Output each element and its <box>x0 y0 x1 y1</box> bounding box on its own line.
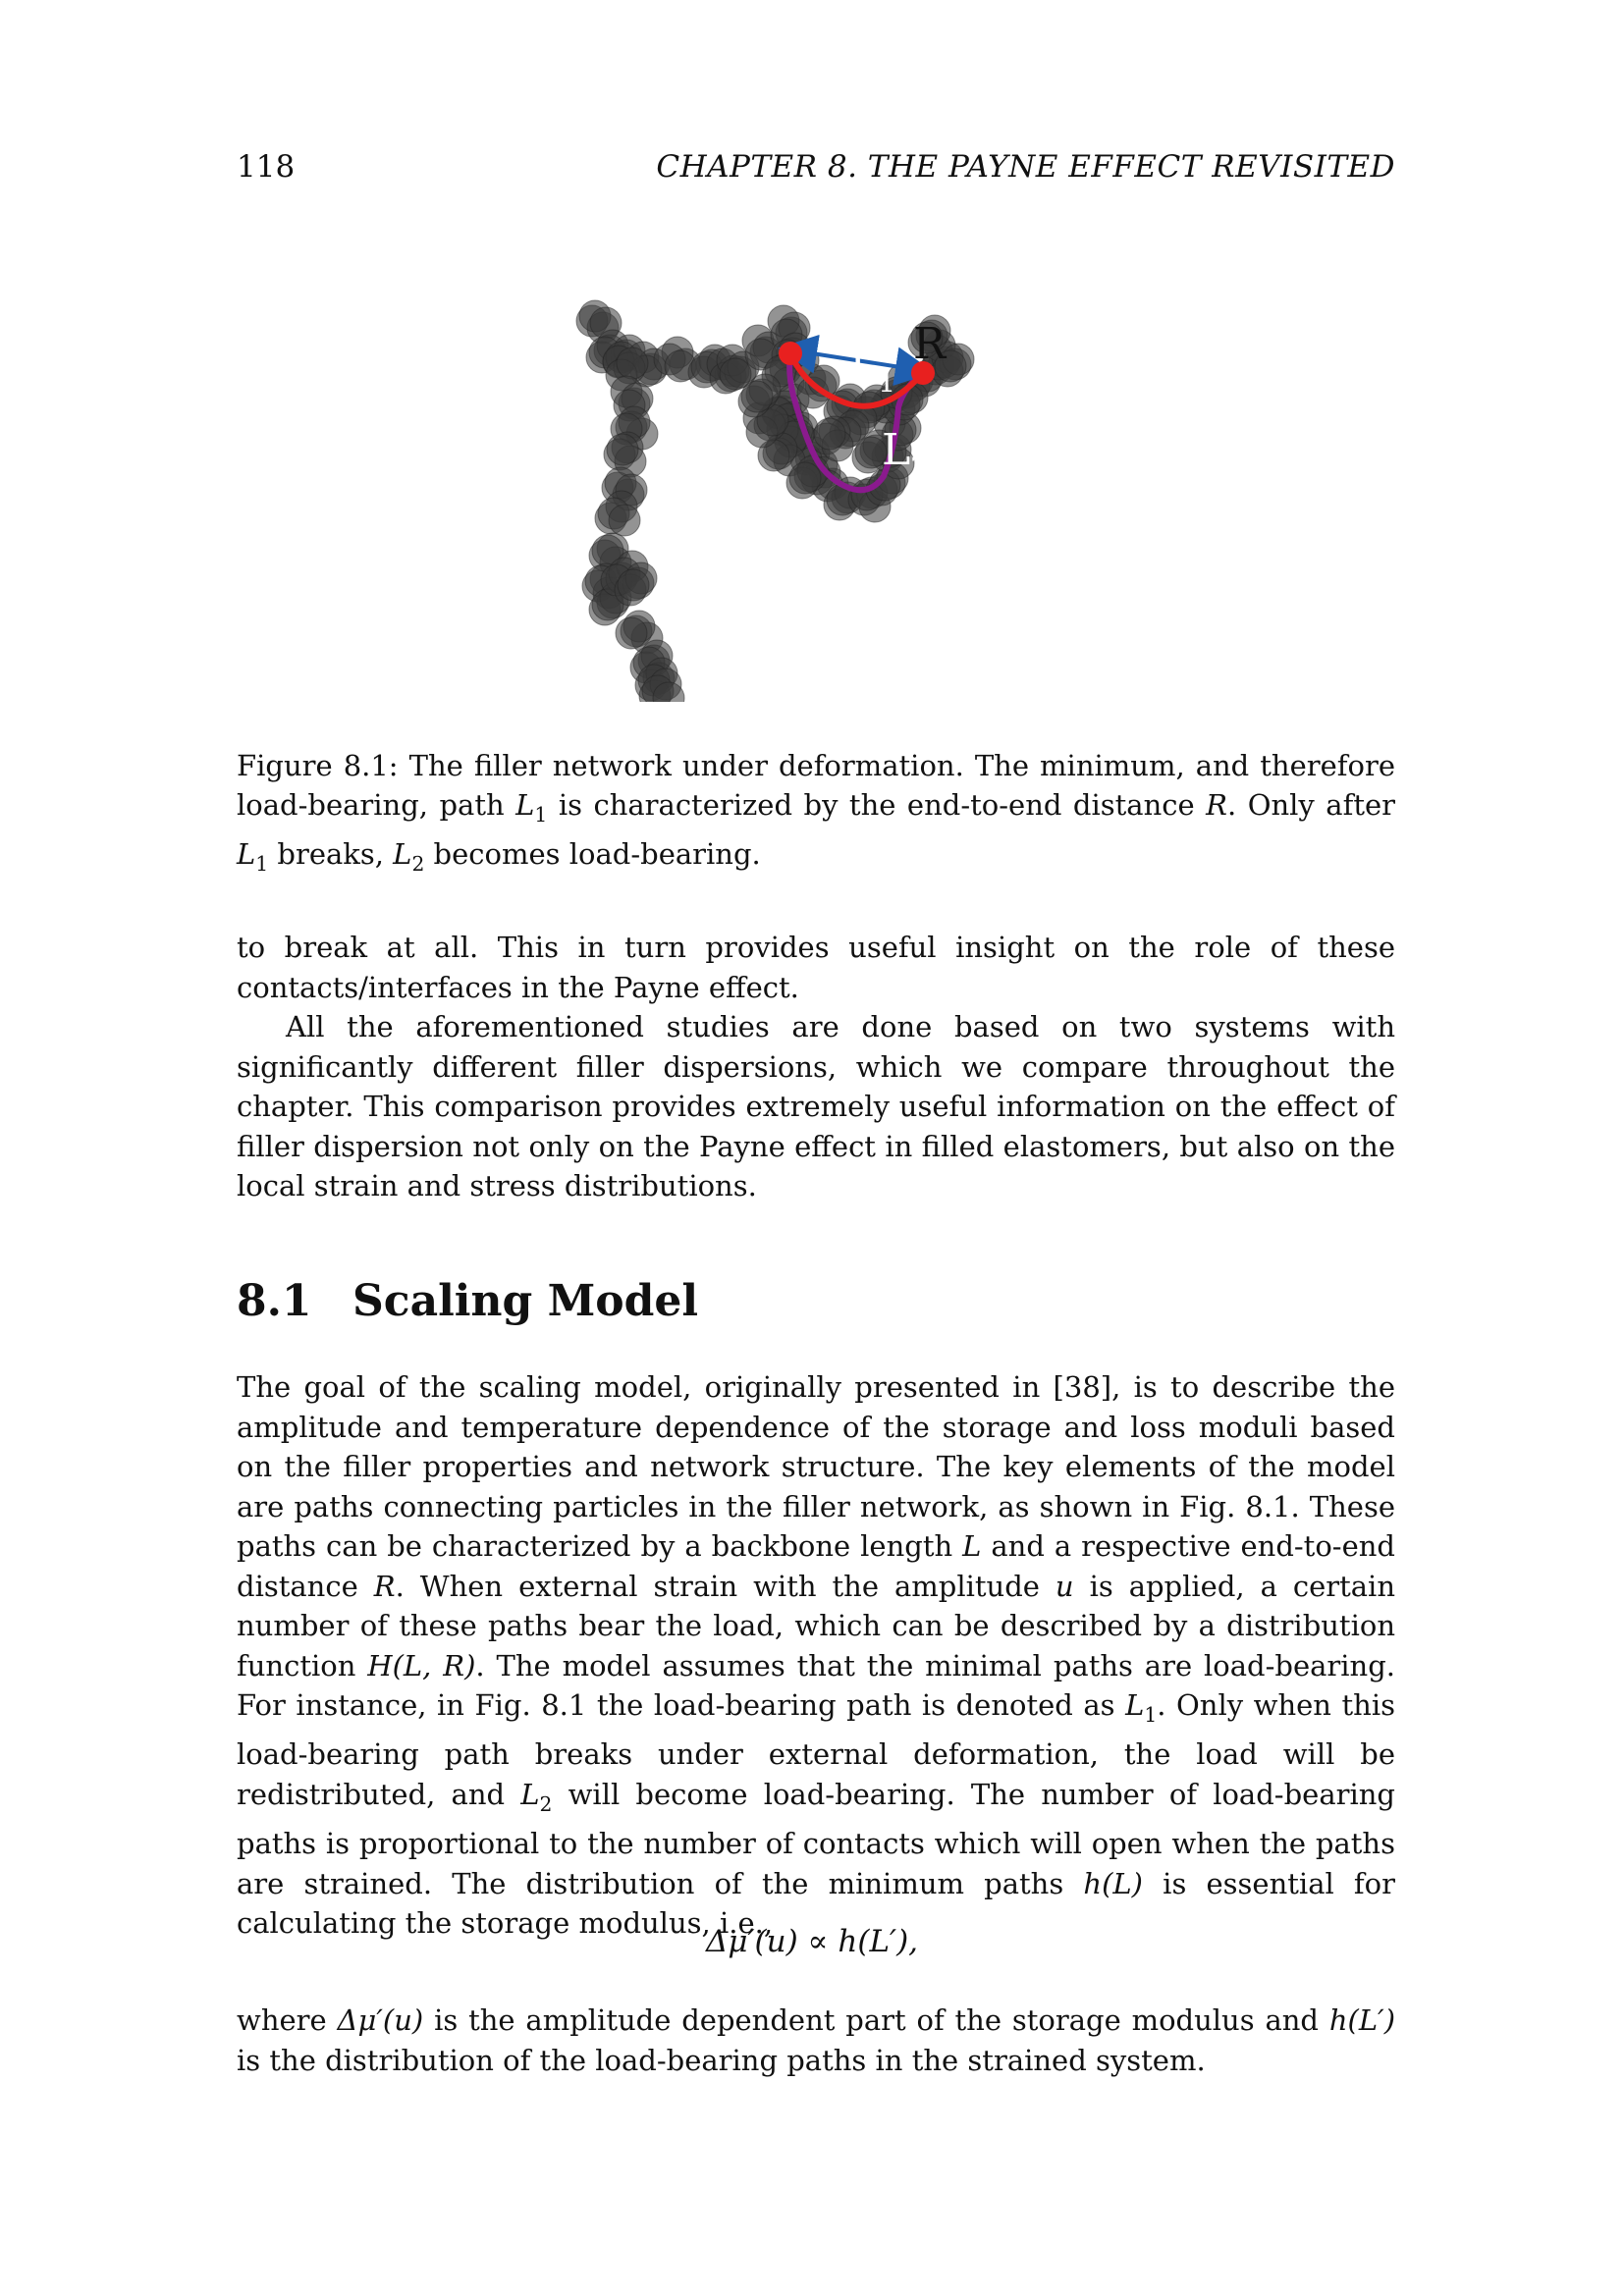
filler-particle <box>789 462 821 494</box>
filler-particle <box>618 569 649 601</box>
filler-particle <box>616 617 647 649</box>
page-header <box>237 149 1395 188</box>
running-head: CHAPTER 8. THE PAYNE EFFECT REVISITED <box>656 149 1395 185</box>
filler-particle <box>741 381 773 412</box>
filler-network-illustration <box>530 280 1100 702</box>
filler-particle <box>607 434 638 465</box>
paragraph-equation-explanation: where Δμ′(u) is the amplitude dependent part of the storage modulus and h(L′) is the distribution of the load-bearing paths in the strained system. <box>237 2003 1396 2077</box>
page-number: 118 <box>237 149 296 185</box>
section-heading <box>237 1276 698 1326</box>
filler-particle <box>609 505 640 536</box>
paragraph-continuation: to break at all. This in turn provides useful insight on the role of these contacts/interfaces in the Payne effect. <box>237 931 1395 1004</box>
figure-caption: Figure 8.1: The filler network under deformation. The minimum, and therefore load-bearing, path $L_1$ is characterized by the end-to-end distance R. Only after $L_1$ breaks, $L_2$ becomes load-bearing. <box>237 749 1396 876</box>
section-title: Scaling Model <box>352 1276 699 1326</box>
label-l2: $L_2$ <box>882 425 929 483</box>
filler-particle <box>814 418 845 450</box>
filler-particle <box>617 347 648 379</box>
section-number: 8.1 <box>237 1276 312 1326</box>
paragraph-scaling-model: The goal of the scaling model, originally presented in [38], is to describe the amplitude and temperature dependence of the storage and loss moduli based on the filler properties and network structure. The key elements of the model are paths connecting particles in the filler network, as shown in Fig. 8.1. These paths can be characterized by a backbone length L and a respective end-to-end distance R. When external strain with the amplitude u is applied, a certain number of these paths bear the load, which can be described by a distribution function H(L, R). The model assumes that the minimal paths are load-bearing. For instance, in Fig. 8.1 the load-bearing path is denoted as $L_1$. Only when this load-bearing path breaks under external deformation, the load will be redistributed, and $L_2$ will become load-bearing. The number of load-bearing paths is proportional to the number of contacts which will open when the paths are strained. The distribution of the minimum paths h(L) is essential for calculating the storage modulus, i.e., <box>237 1370 1396 1941</box>
endpoint-start <box>779 342 802 365</box>
label-l1: $L_1$ <box>849 341 896 399</box>
figure-8-1 <box>530 280 1100 702</box>
label-r: R <box>913 319 947 369</box>
equation: Δμ′(u) ∝ h(L′), <box>705 1924 919 1959</box>
paragraph-dispersion: All the aforementioned studies are done based on two systems with significantly different filler dispersions, which we compare throughout the chapter. This comparison provides extremely useful information on the effect of filler dispersion not only on the Payne effect in filled elastomers, but also on the local strain and stress distributions. <box>237 1010 1395 1202</box>
